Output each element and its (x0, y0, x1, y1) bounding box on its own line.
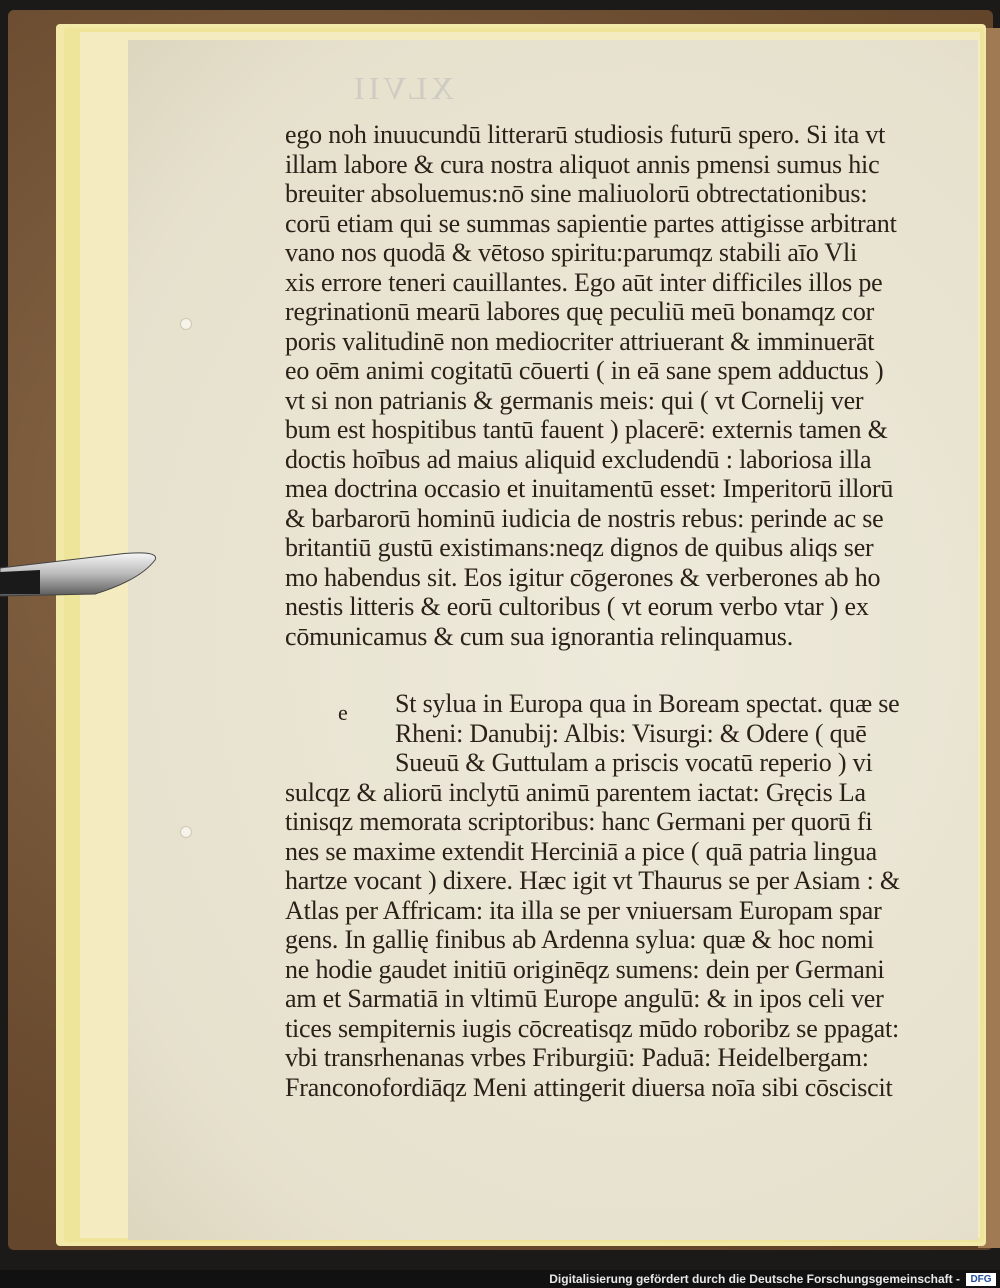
text-line: sulcqz & aliorū inclytū animū parentem iactat: Gręcis La (285, 777, 866, 807)
paper-hole (180, 318, 192, 330)
text-line: Atlas per Affricam: ita illa se per vniuersam Europam spar (285, 895, 882, 925)
bleed-through-heading: XLVII (350, 70, 455, 106)
text-line: corū etiam qui se summas sapientie partes attigisse arbitrant (285, 208, 897, 238)
text-line: Sueuū & Guttulam a priscis vocatū reperio ) vi (395, 748, 873, 777)
text-line: ne hodie gaudet initiū originēqz sumens: dein per Germani (285, 954, 885, 984)
footer-bar (0, 1270, 1000, 1288)
page-clip-marker (0, 550, 160, 598)
text-line: Franconofordiāqz Meni attingerit diuersa noīa sibi cōsciscit (285, 1072, 893, 1102)
text-line: vt si non patrianis & germanis meis: qui ( vt Cornelij ver (285, 385, 864, 415)
text-line: cōmunicamus & cum sua ignorantia relinquamus. (285, 621, 793, 651)
text-line: St sylua in Europa qua in Boream spectat. quæ se (395, 689, 900, 718)
text-line: tices sempiternis iugis cōcreatisqz mūdo roboribz se ppagat: (285, 1013, 899, 1043)
paragraph-2-indented (285, 689, 900, 778)
paper-hole (180, 826, 192, 838)
text-line: poris valitudinē non mediocriter attriuerant & imminuerāt (285, 326, 875, 356)
dfg-logo: DFG (966, 1273, 996, 1286)
text-line: britantiū gustū existimans:neqz dignos de quibus aliqs ser (285, 533, 874, 562)
footer-credit: Digitalisierung gefördert durch die Deutsche Forschungsgemeinschaft - (549, 1272, 960, 1286)
text-line: doctis hoībus ad maius aliquid excludendū : laboriosa illa (285, 444, 872, 474)
text-line: breuiter absoluemus:nō sine maliuolorū obtrectationibus: (285, 179, 868, 208)
text-line: & barbarorū hominū iudicia de nostris rebus: perinde ac se (285, 503, 884, 533)
text-line: vbi transrhenanas vrbes Friburgiū: Paduā: Heidelbergam: (285, 1043, 869, 1072)
text-line: ego noh inuucundū litterarū studiosis futurū spero. Si ita vt (285, 120, 886, 149)
text-line: illam labore & cura nostra aliquot annis pmensi sumus hic (285, 149, 880, 179)
text-line: bum est hospitibus tantū fauent ) placerē: externis tamen & (285, 415, 888, 444)
page-text-block (285, 120, 900, 1102)
paragraph-gap (285, 651, 885, 689)
text-line: regrinationū mearū labores quę peculiū meū bonamqz cor (285, 297, 875, 326)
text-line: vano nos quodā & vētoso spiritu:parumqz stabili aīo Vli (285, 238, 858, 267)
text-line: hartze vocant ) dixere. Hæc igit vt Thaurus se per Asiam : & (285, 866, 900, 895)
text-line: nes se maxime extendit Herciniā a pice ( quā patria lingua (285, 836, 877, 866)
text-line: Rheni: Danubij: Albis: Visurgi: & Odere ( quē (395, 718, 867, 748)
text-line: nestis litteris & eorū cultoribus ( vt eorum verbo vtar ) ex (285, 592, 869, 621)
text-line: mea doctrina occasio et inuitamentū esset: Imperitorū illorū (285, 474, 894, 503)
text-line: mo habendus sit. Eos igitur cōgerones & verberones ab ho (285, 562, 881, 592)
text-line: gens. In gallię finibus ab Ardenna sylua: quæ & hoc nomi (285, 925, 874, 954)
initial-letter: e (338, 700, 348, 725)
paragraph-1 (285, 120, 897, 651)
paragraph-2 (285, 777, 900, 1103)
text-line: xis errore teneri cauillantes. Ego aūt inter difficiles illos pe (285, 267, 883, 297)
text-line: eo oēm animi cogitatū cōuerti ( in eā sane spem adductus ) (285, 356, 884, 385)
text-line: tinisqz memorata scriptoribus: hanc Germani per quorū fi (285, 807, 873, 836)
text-line: am et Sarmatiā in vltimū Europe angulū: & in ipos celi ver (285, 984, 884, 1013)
